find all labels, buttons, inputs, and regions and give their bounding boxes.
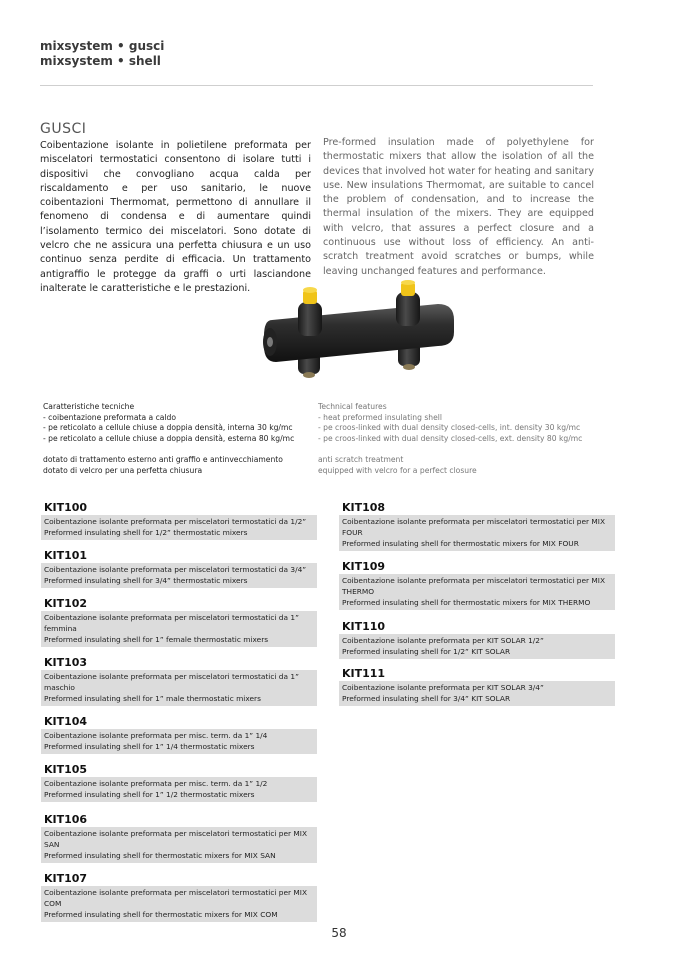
- kit-description-box: [41, 515, 317, 540]
- spec-extra: dotato di velcro per una perfetta chiusura: [43, 465, 203, 475]
- header-divider: [40, 85, 593, 86]
- kit-description-box: [339, 634, 615, 659]
- kit-desc-en: Preformed insulating shell for 1” 1/4 thermostatic mixers: [44, 742, 255, 751]
- kit-desc-it: Coibentazione isolante preformata per miscelatori termostatici da 3/4”: [44, 565, 307, 574]
- header-title-en: mixsystem • shell: [40, 54, 161, 68]
- kit-desc-en: Preformed insulating shell for 1/2” KIT SOLAR: [342, 647, 511, 656]
- kit-code: KIT109: [342, 560, 386, 573]
- technical-specs-english: [318, 402, 582, 477]
- kit-description-box: [41, 670, 317, 706]
- kit-code: KIT108: [342, 501, 386, 514]
- kit-item-kit110: [339, 620, 615, 659]
- kit-description-box: [339, 515, 615, 551]
- kit-desc-it: Coibentazione isolante preformata per KIT SOLAR 3/4”: [342, 683, 544, 692]
- kit-desc-it: Coibentazione isolante preformata per KIT SOLAR 1/2”: [342, 636, 544, 645]
- kit-description-box: [41, 563, 317, 588]
- kit-desc-it: Coibentazione isolante preformata per miscelatori termostatici per MIX THERMO: [342, 576, 606, 596]
- kit-desc-it: Coibentazione isolante preformata per miscelatori termostatici da 1/2”: [44, 517, 307, 526]
- kit-description-box: [41, 827, 317, 863]
- kit-item-kit108: [339, 501, 615, 551]
- spec-item: - heat preformed insulating shell: [318, 412, 442, 422]
- kit-desc-it: Coibentazione isolante preformata per miscelatori termostatici da 1” maschio: [44, 672, 299, 692]
- kit-desc-en: Preformed insulating shell for thermostatic mixers for MIX SAN: [44, 851, 276, 860]
- section-title: GUSCI: [40, 121, 87, 137]
- page-header: [40, 39, 164, 69]
- kit-desc-it: Coibentazione isolante preformata per miscelatori termostatici per MIX FOUR: [342, 517, 606, 537]
- kit-item-kit106: [41, 813, 317, 863]
- spec-item: - pe reticolato a cellule chiuse a doppia densità, interna 30 kg/mc: [43, 423, 293, 433]
- kit-desc-en: Preformed insulating shell for thermostatic mixers for MIX FOUR: [342, 539, 579, 548]
- kit-desc-en: Preformed insulating shell for 1/2” thermostatic mixers: [44, 528, 248, 537]
- kit-desc-en: Preformed insulating shell for thermostatic mixers for MIX COM: [44, 910, 278, 919]
- spec-item: - pe reticolato a cellule chiuse a doppia densità, esterna 80 kg/mc: [43, 433, 295, 443]
- kit-code: KIT110: [342, 620, 386, 633]
- kit-item-kit102: [41, 597, 317, 647]
- description-italian: Coibentazione isolante in polietilene preformata per miscelatori termostatici consentono di isolare tutti i dispositivi che convogliano acqua calda per riscaldamento e per uso sanitario, le nuove coibentazioni Thermomat, permettono di annullare il fenomeno di condensa e di aumentare quindi l’isolamento termico dei miscelatori. Sono dotate di velcro che ne assicura una perfetta chiusura e un uso continuo senza perdite di efficacia. Un trattamento antigraffio le protegge da graffi o urti lasciandone inalterate le caratteristiche e le prestazioni.: [40, 140, 311, 294]
- kit-code: KIT105: [44, 763, 88, 776]
- kit-desc-en: Preformed insulating shell for thermostatic mixers for MIX THERMO: [342, 598, 591, 607]
- spec-extra: anti scratch treatment: [318, 455, 404, 465]
- kit-code: KIT103: [44, 656, 88, 669]
- kit-desc-en: Preformed insulating shell for 1” female thermostatic mixers: [44, 635, 269, 644]
- kit-desc-it: Coibentazione isolante preformata per miscelatori termostatici per MIX COM: [44, 888, 308, 908]
- spec-item: - pe croos-linked with dual density closed-cells, ext. density 80 kg/mc: [318, 433, 583, 443]
- kit-desc-it: Coibentazione isolante preformata per misc. term. da 1” 1/4: [44, 731, 268, 740]
- kit-item-kit107: [41, 872, 317, 922]
- description-english: Pre-formed insulation made of polyethylene for thermostatic mixers that allow the isolation of all the devices that involved hot water for heating and sanitary use. New insulations Thermomat, are suitable to cancel the problem of condensation, and to increase the thermal insulation of the mixers. They are equipped with velcro, that assures a perfect closure and a continuous use without loss of efficiency. An anti-scratch treatment avoid scratches or bumps, while leaving unchanged features and performance.: [323, 137, 594, 277]
- kit-desc-en: Preformed insulating shell for 1” male thermostatic mixers: [44, 694, 261, 703]
- page-number: 58: [331, 926, 347, 940]
- specs-heading: Caratteristiche tecniche: [43, 402, 135, 411]
- insulating-shell-product-image: [262, 280, 458, 392]
- kit-description-box: [41, 777, 317, 802]
- kit-description-box: [41, 886, 317, 922]
- kit-item-kit105: [41, 763, 317, 802]
- kit-item-kit109: [339, 560, 615, 610]
- kit-desc-it: Coibentazione isolante preformata per miscelatori termostatici da 1” femmina: [44, 613, 299, 633]
- kit-desc-en: Preformed insulating shell for 1” 1/2 thermostatic mixers: [44, 790, 255, 799]
- specs-heading: Technical features: [318, 402, 387, 411]
- kit-desc-it: Coibentazione isolante preformata per miscelatori termostatici per MIX SAN: [44, 829, 308, 849]
- kit-code: KIT111: [342, 667, 386, 680]
- kit-description-box: [41, 729, 317, 754]
- kit-desc-it: Coibentazione isolante preformata per misc. term. da 1” 1/2: [44, 779, 268, 788]
- kit-description-box: [339, 574, 615, 610]
- kit-description-box: [339, 681, 615, 706]
- kit-code: KIT101: [44, 549, 88, 562]
- spec-extra: equipped with velcro for a perfect closure: [318, 465, 477, 475]
- kit-item-kit111: [339, 667, 615, 706]
- header-title-it: mixsystem • gusci: [40, 39, 165, 53]
- kit-code: KIT107: [44, 872, 88, 885]
- kit-desc-en: Preformed insulating shell for 3/4” KIT SOLAR: [342, 694, 511, 703]
- technical-specs-italian: [43, 402, 294, 477]
- kit-code: KIT100: [44, 501, 88, 514]
- kit-item-kit104: [41, 715, 317, 754]
- spec-item: - coibentazione preformata a caldo: [43, 412, 176, 422]
- kit-code: KIT102: [44, 597, 88, 610]
- kit-item-kit103: [41, 656, 317, 706]
- kit-item-kit101: [41, 549, 317, 588]
- kit-desc-en: Preformed insulating shell for 3/4” thermostatic mixers: [44, 576, 248, 585]
- kit-description-box: [41, 611, 317, 647]
- kit-code: KIT106: [44, 813, 88, 826]
- spec-item: - pe croos-linked with dual density closed-cells, int. density 30 kg/mc: [318, 423, 581, 433]
- spec-extra: dotato di trattamento esterno anti graffio e antinvecchiamento: [43, 455, 283, 465]
- kit-item-kit100: [41, 501, 317, 540]
- kit-code: KIT104: [44, 715, 88, 728]
